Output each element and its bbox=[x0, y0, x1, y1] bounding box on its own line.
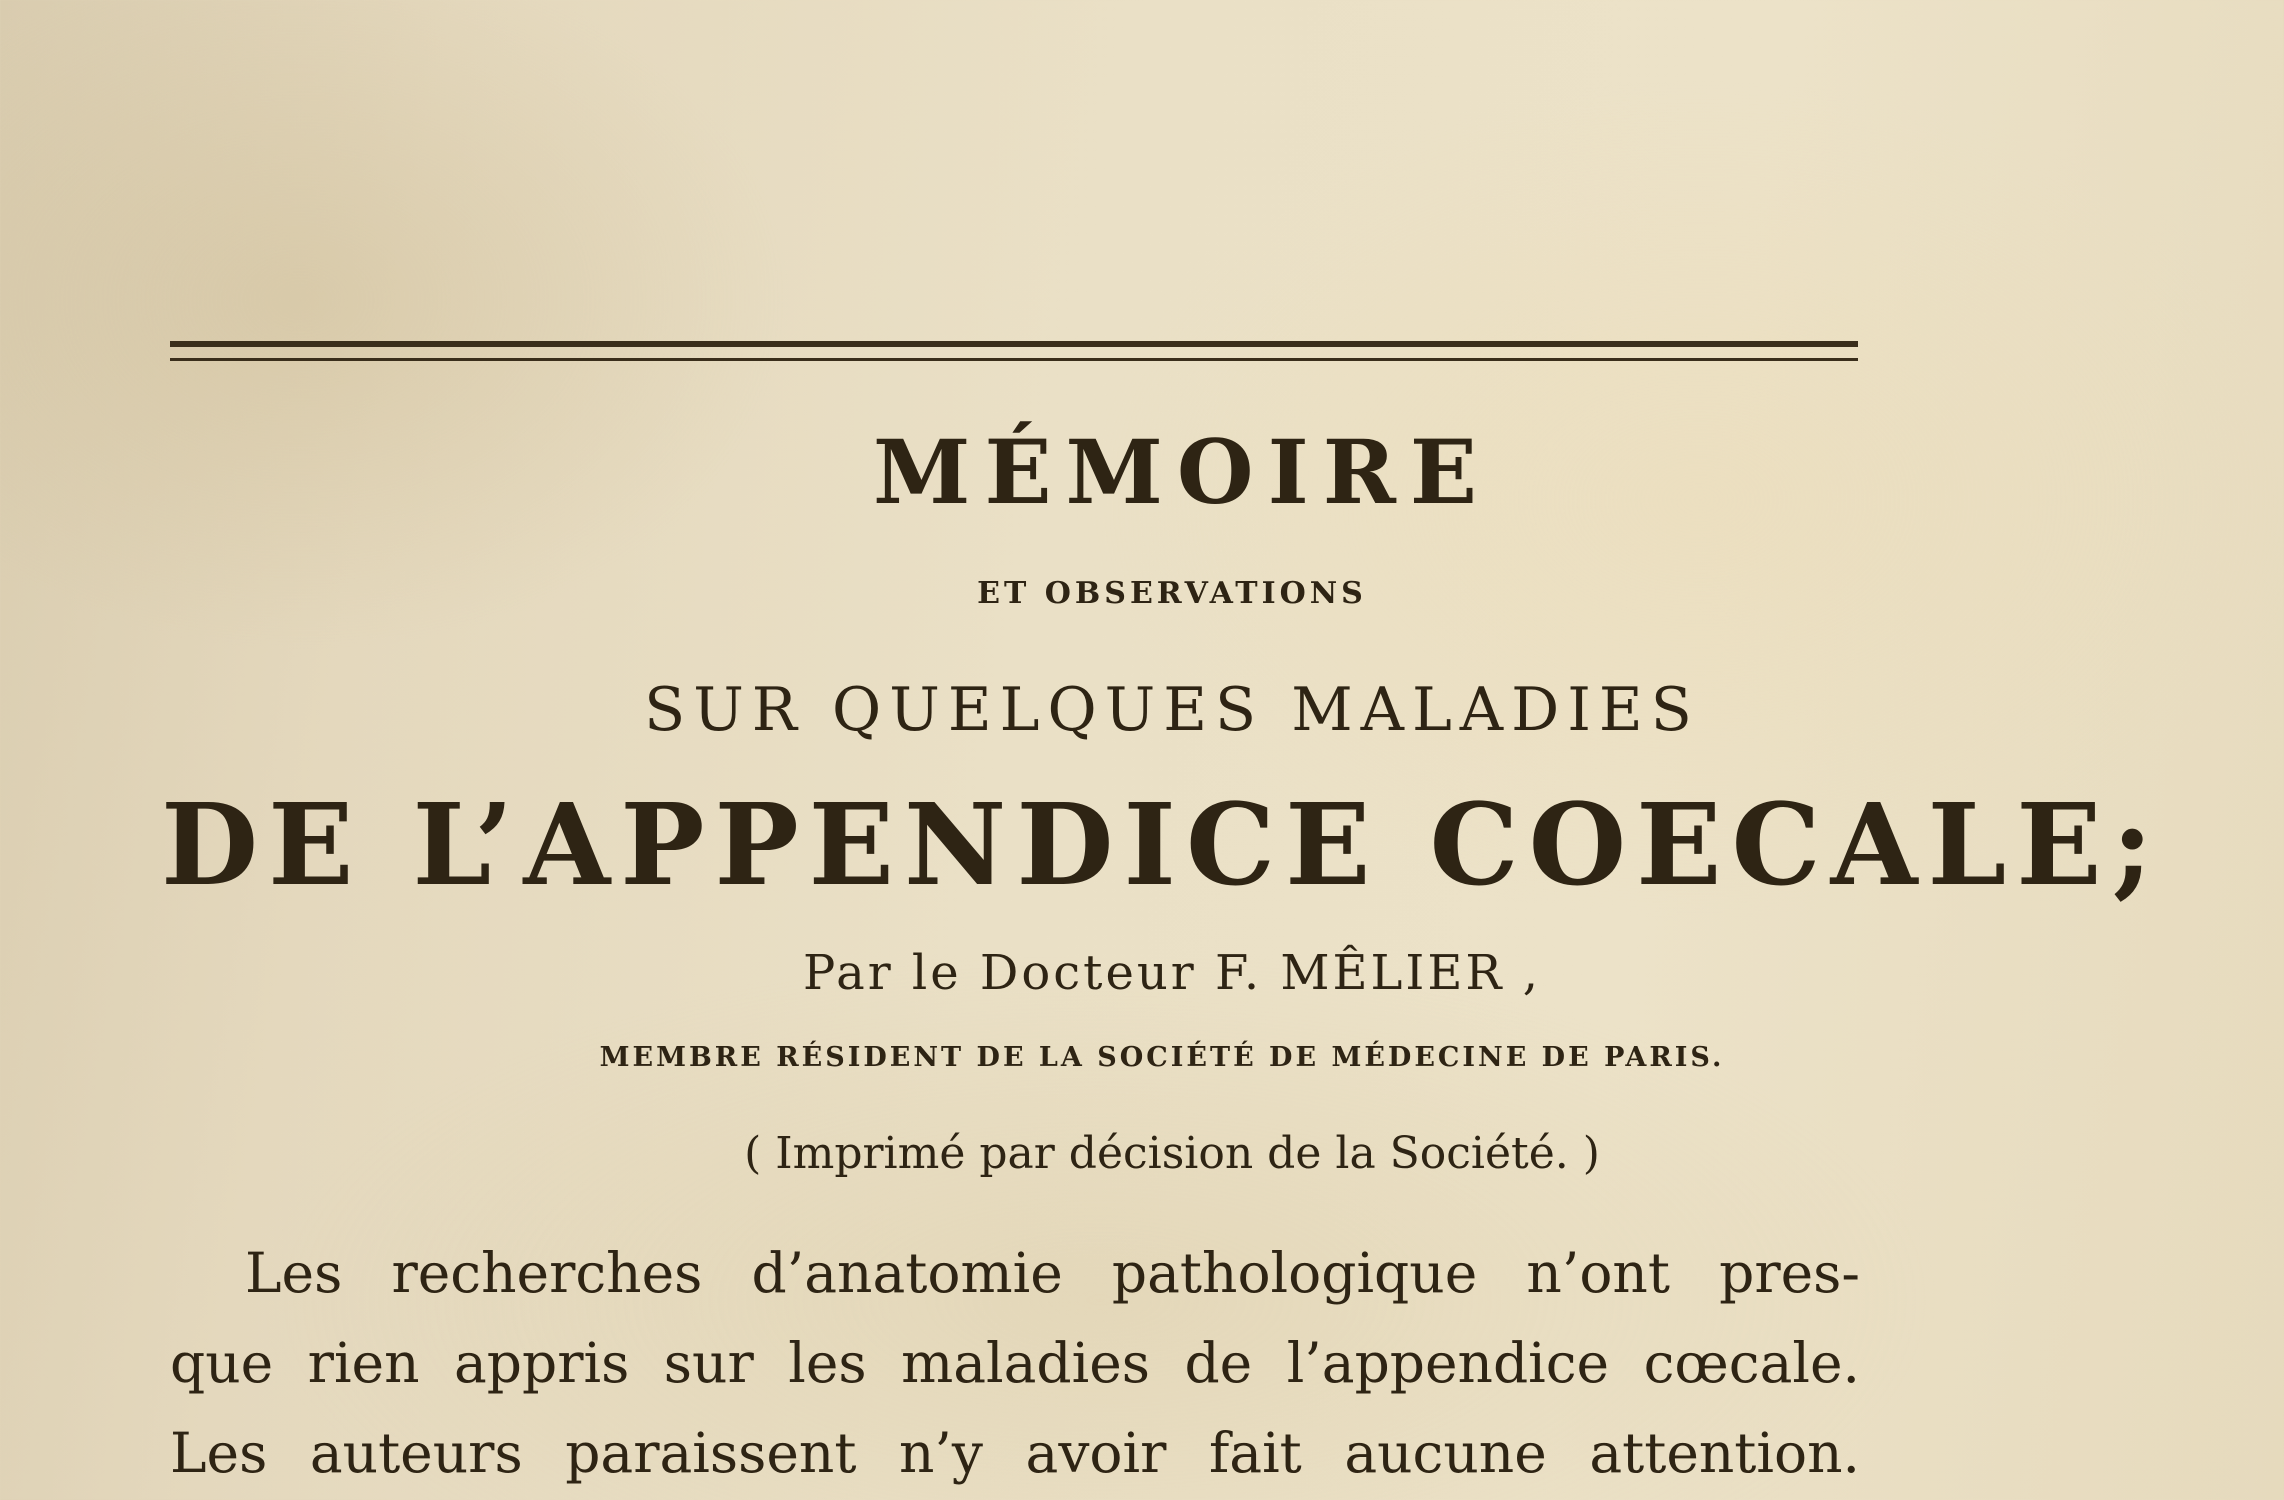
author-affiliation: MEMBRE RÉSIDENT DE LA SOCIÉTÉ DE MÉDECINE DE PARIS. bbox=[599, 1042, 1725, 1073]
body-paragraph bbox=[170, 1228, 1860, 1498]
document-subtitle-small: ET OBSERVATIONS bbox=[977, 576, 1367, 611]
top-rule-thin bbox=[170, 358, 1858, 361]
document-headline: DE L’APPENDICE COECALE; bbox=[160, 780, 2164, 911]
imprint-note: ( Imprimé par décision de la Société. ) bbox=[744, 1128, 1600, 1179]
document-subtitle: SUR QUELQUES MALADIES bbox=[644, 675, 1700, 745]
body-line-3: Les auteurs paraissent n’y avoir fait aucune attention. bbox=[170, 1421, 1860, 1485]
body-line-1: Les recherches d’anatomie pathologique n’ont pres- bbox=[245, 1241, 1860, 1305]
document-title: MÉMOIRE bbox=[873, 420, 1491, 524]
body-line-2: que rien appris sur les maladies de l’appendice cœcale. bbox=[170, 1331, 1860, 1395]
document-author: Par le Docteur F. MÊLIER , bbox=[802, 945, 1542, 1001]
top-rule-thick bbox=[170, 341, 1858, 347]
